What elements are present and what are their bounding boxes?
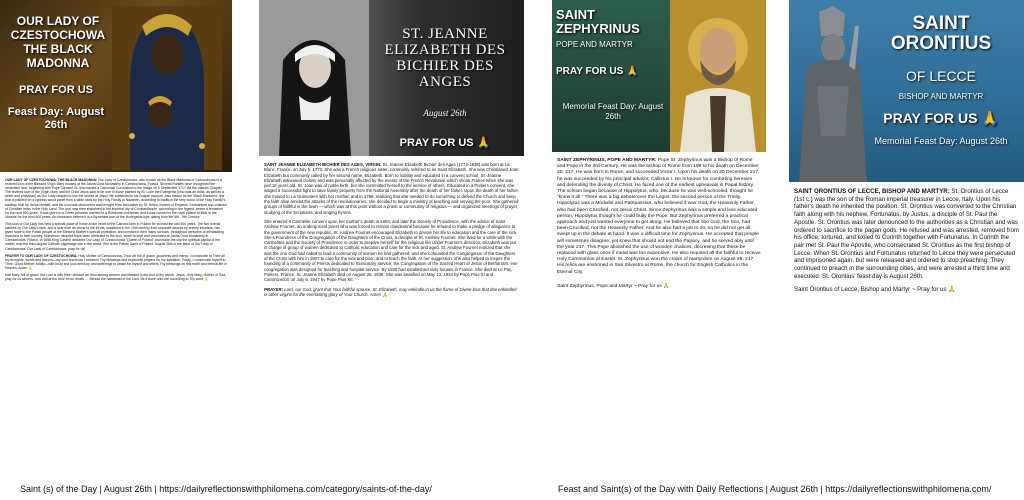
hero-date: August 26th [423,108,467,118]
hero-feast-day: Memorial Feast Day: August 26th [562,102,664,121]
bishop-statue-icon [789,6,871,182]
article-body [0,172,232,281]
madonna-icon [112,6,222,170]
closing-prayer: Saint Zephyrinus, Pope and Martyr ~ Pray for us 🙏 [557,283,670,289]
article-body [789,182,1024,294]
paragraph: She entered a Carmelite convent upon her mother's death in 1804, and later the Society of Providence, with the advice of Saint Andrew Fournet, an underground priest who was forced to remain clandestine because he refused to make a pledge of allegiance to the government of the new republic. St. Andrew Fournet encouraged Elizabeth to devote her life to education and the care of the sick. She's Foundress of the Congregation of the Daughters of the Cross, a disciple of St. Andrew Fournet. She lived for a while with the Carmelites and the Society of Providence in order to prepare herself for the religious life Under Fournet's direction, Elizabeth was put in charge of group of women dedicated to Catholic education and care for the sick and aged. St. Andrew Fournet realized that she was the one God had called to lead a community of women he had gathered, and she cofounded the Congregation of the Daughters of the Cross with him in 1807 to care for the sick and poor, and to teach the faith. At her suggestion, she also helped to inspire the founding of a community of Priests dedicated to missionary service, the Congregation of the Sacred Heart of Jesus of Betharram. Her congregation was designed for teaching and hospital service. By 1830 had established sixty houses in France. She died at Le Pay, Poitiers, France. St. Jeanne Elizabeth died on August 26, 1838. She was beatified on May 13, 1934 by Pope Pius XI and Canonizedon on July 6, 1947 by Pope Pius XII. [264,218,518,283]
closing-prayer: Saint Orontius of Lecce, Bishop and Martyr ~ Pray for us 🙏 [794,286,956,294]
hero-image [0,0,232,172]
article-body [259,156,524,297]
hero-role: BISHOP AND MARTYR [898,92,984,101]
hero-title: SAINT ZEPHYRINUS [556,7,640,36]
hero-feast-day: Feast Day: August 26th [7,106,105,131]
hero-title: SAINT ORONTIUS [890,13,992,54]
panel-st-zephyrinus [552,0,766,484]
paragraph: PRAYER TO OUR LADY OF CZESTOCHOWA: Holy Mother of Czestochowa, Thou art full of grace, goodness and mercy. I consecrate to Thee all my thoughts, words and actions—my soul and body. I beseech Thy blessings and especially prayers for my salvation. Today, I consecrate myself to Thee, Good Mother, totally—with body and soul amid joy and sufferings to obtain for myself and others Thy blessings on this earth and eternal life in Heaven. Amen 🙏 [5,253,227,270]
panel-st-jeanne-elizabeth [259,0,524,484]
hero-image [552,0,766,152]
paragraph: Hail Mary, full of grace, the Lord is with thee; blessed art thou among women and blessed is the fruit of thy womb, Jesus. Holy Mary, Mother of God, pray for us sinners, now and at the hour of our death. ... Behold the handmaid of the Lord. Be it done unto me according to Thy word 🙏 [5,272,227,282]
hero-pray: PRAY FOR US 🙏 [399,137,491,149]
hero-image [789,0,1024,182]
hero-feast-day: Memorial Feast Day: August 26th [874,136,1008,146]
hero-title: ST. JEANNE ELIZABETH DES BICHIER DES ANGES [384,26,506,90]
panel-st-orontius [789,0,1024,484]
paragraph: This icon of Our Lady has held a special place of honor at the heart of the Catholic faith in Poland for at least the last 600 years. The two overall slashes on Our Lady's face, and a scar from an arrow to the throat, sustained in the 15th century from separate attacks by enemy invaders, has given hope to the Polish people of the Blessed Mother's special protection, and comfort in their many sorrows, throughout centuries of devastating invasions to their country. Numerous miracles have been attributed to the icon, which is kept and venerated at Jasna Gora Monastery in Czestochowa, Poland. In 1656 King Casimir declared Our Lady of Czestochowa "Queen of Poland" and made the city the spiritual capital of the nation, now the third-largest Catholic pilgrimage site in the world. She is the Patron Saint of Poland. August 26th is the feast of Our Lady of Czestochowa. Our Lady of Czestochowa, pray for us! [5,221,224,251]
pope-mosaic-icon [670,0,766,152]
caption-right: Feast and Saint(s) of the Day with Daily Reflections | August 26th | https://dailyreflectionswithphilomena.com/ [558,484,992,494]
hero-pray: PRAY FOR US 🙏 [556,66,639,77]
prayer-paragraph: PRAYER: Lord, our God, grant that Your faithful spouse, St. Elizabeth, may enkindle in us the flame of Divine love that she enkindled in other virgins for the everlasting glory of Your Church. Amen 🙏 [264,286,517,297]
hero-subtitle: POPE AND MARTYR [556,40,633,49]
hero-subtitle: OF LECCE [905,68,976,84]
paragraph: SAINT JEANNE ELIZABETH BICHIER DES AGES, VIRGIN: St. Jeanne-Elizabeth Bichier des Ages (1773-1838) was born at La Blanc, France, on July 5, 1773. She was a French religious sister, commonly referred to as Saint Elizabeth. She was Christianed Joan Elizabeth but commonly called by her second name, Elizabeth. Born to nobility and educated in a convent school, St. Jeanne Elizabeth witnessed closely and was personally affected by the events of the French Revolution which shook France when she was just 16 years old. St. Joan was of noble birth, but she committed herself to the service of others. Educated in a Poitiers convent, she waged a successful fight to save family property from the National Assembly after the death of her father. Upon the death of her father, she moved to La Guimetiere with her mother, and in 1796, realizing that she needed to do something to defend the Church and keep the faith alive amidst the attacks of the revolutionaries, she decided to begin a ministry of teaching and serving the poor. She gathered groups of faithful in the town — which was at this point without a priest or community of religious — and organized meetings of prayer, studying of the Scriptures, and singing hymns. [264,162,519,215]
panel-our-lady-czestochowa [0,0,232,484]
paragraph: SAINT ZEPHYRINUS, POPE AND MARTYR: Pope St. Zephyrinus was a Bishop of Rome and Pope in the 3rd Century. He was the bishop of Rome from 199 to his death on December 20, 217. He was born in Rome, and succeeded Victor I. Upon his death on 20 December 217, he was succeeded by his principal advisor, Callixtus I. He is known for combating heresies and defending the divinity of Christ. He faced one of the earliest upheavals in Papal history. The schism began because of Hippolytus, who, because he was well-schooled, thought he "knew it all." There was a big debate over the Logos, the second person of the Trinity. Hippolytus was a Modalist and Patripassian, who believed it was God, the Heavenly Father, who had been Crucified, not Jesus Christ. Since Zephyrinus was a simple and less educated person, Hippolytus thought he could bully the Pope. But Zephyrinus preferred a practical approach and just wanted everyone to get along. He believed that one God, the Son, had been Crucified, not the Heavenly Father. And he also had a job to do, so he did not get all swept up in the debate at hand. It was a difficult time for Zephyrinus. He accepted that people will sometimes disagree, yet knew that should not end the Papacy, and he served ably until the year 217. This Pope abolished the use of wooden chalices, decreeing that these be replaced with glass ones if metal was too expensive. He also required all the faithful to receive Holy Communion at Easter. St. Zephyrinus won the crown of martyrdom on August 26, 217. His relics are enshrined in San Silvestro at Rome, the church for English Catholics in the Eternal City. [557,158,761,275]
paragraph: SAINT ORONTIUS OF LECCE, BISHOP AND MARTYR: St. Orontius of Lecce (1st c.) was the son of the Roman imperial treasurer in Lecce, Italy. Upon his father's death he inherited the position. St. Orontius was converted to the Christian faith along with his nephew, Fortunatus, by Justus, a disciple of St. Paul the Apostle. St. Orontius was later denounced to the authorities as a Christian and was ordered to sacrifice to the pagan gods. He refused and was arrested, removed from his office, tortured, and exiled to Corinth together with Fortunatus. In Corinth the pair met St. Paul the Apostle, who consecrated St. Orontius as the first bishop of Lecce. When St. Orontius and Fortunatus returned to Lecce they were persecuted and imprisoned again, but were released and ordered to stop preaching. They continued to preach in the surrounding cities, and were arrested a third time and executed. St. Orontius' feast day is August 26th. [794,188,1019,280]
hero-pray: PRAY FOR US [19,84,93,96]
hero-image [259,0,524,156]
paragraph: OUR LADY OF CZESTOCHOWA, THE BLACK MADONNA: Our Lady of Czestochowa, also known as the Black Madonna of Czestochowa is a revered icon of the Blessed Virgin Mary housed at the Jasna Gora Monastery in Czestochowa, Poland. Several Pontiffs have recognised the venerated icon, beginning with Pope Clement XI, who issued a Canonical Coronation to the image on 8 September 1717 via the Vatican Chapter. The revered icon of the Virgin Mary and the Child Jesus said to be one of those painted by St. Luke the Evangelist (who was an artist, as well as a writer and physician) as Our Lady relayed to him the stories of Jesus' life contained in his Gospel account. Also known as the 'Black Madonna', the icon is painted on a cypress wood panel from a table used by the Holy Family in Nazareth, according to tradition the very wood of the Holy Family's tabletop built by Jesus himself, and the icon was discovered and brought from Jerusalem by St. Helen, mother of Emperor Constantine and collector of Christian relics in the Holy Land. The icon was then enshrined in the imperial city of Constantinople, according to the legend, where it remained for the next 500 years. It was given to a Greek princess married to a Ruthenian nobleman and it was housed in the royal palace at Belz in the Ukraine for the next 600 years. Art historians believe it is a Byzantine icon of the Hodegetria type dating from the 6th - 9th Century. [5,178,228,219]
hero-title: OUR LADY OF CZESTOCHOWA THE BLACK MADONNA [10,14,106,70]
article-body [552,152,766,290]
hero-pray: PRAY FOR US 🙏 [883,110,999,126]
nun-portrait-icon [259,0,369,156]
caption-left: Saint (s) of the Day | August 26th | https://dailyreflectionswithphilomena.com/category/saints-of-the-day/ [20,484,432,494]
